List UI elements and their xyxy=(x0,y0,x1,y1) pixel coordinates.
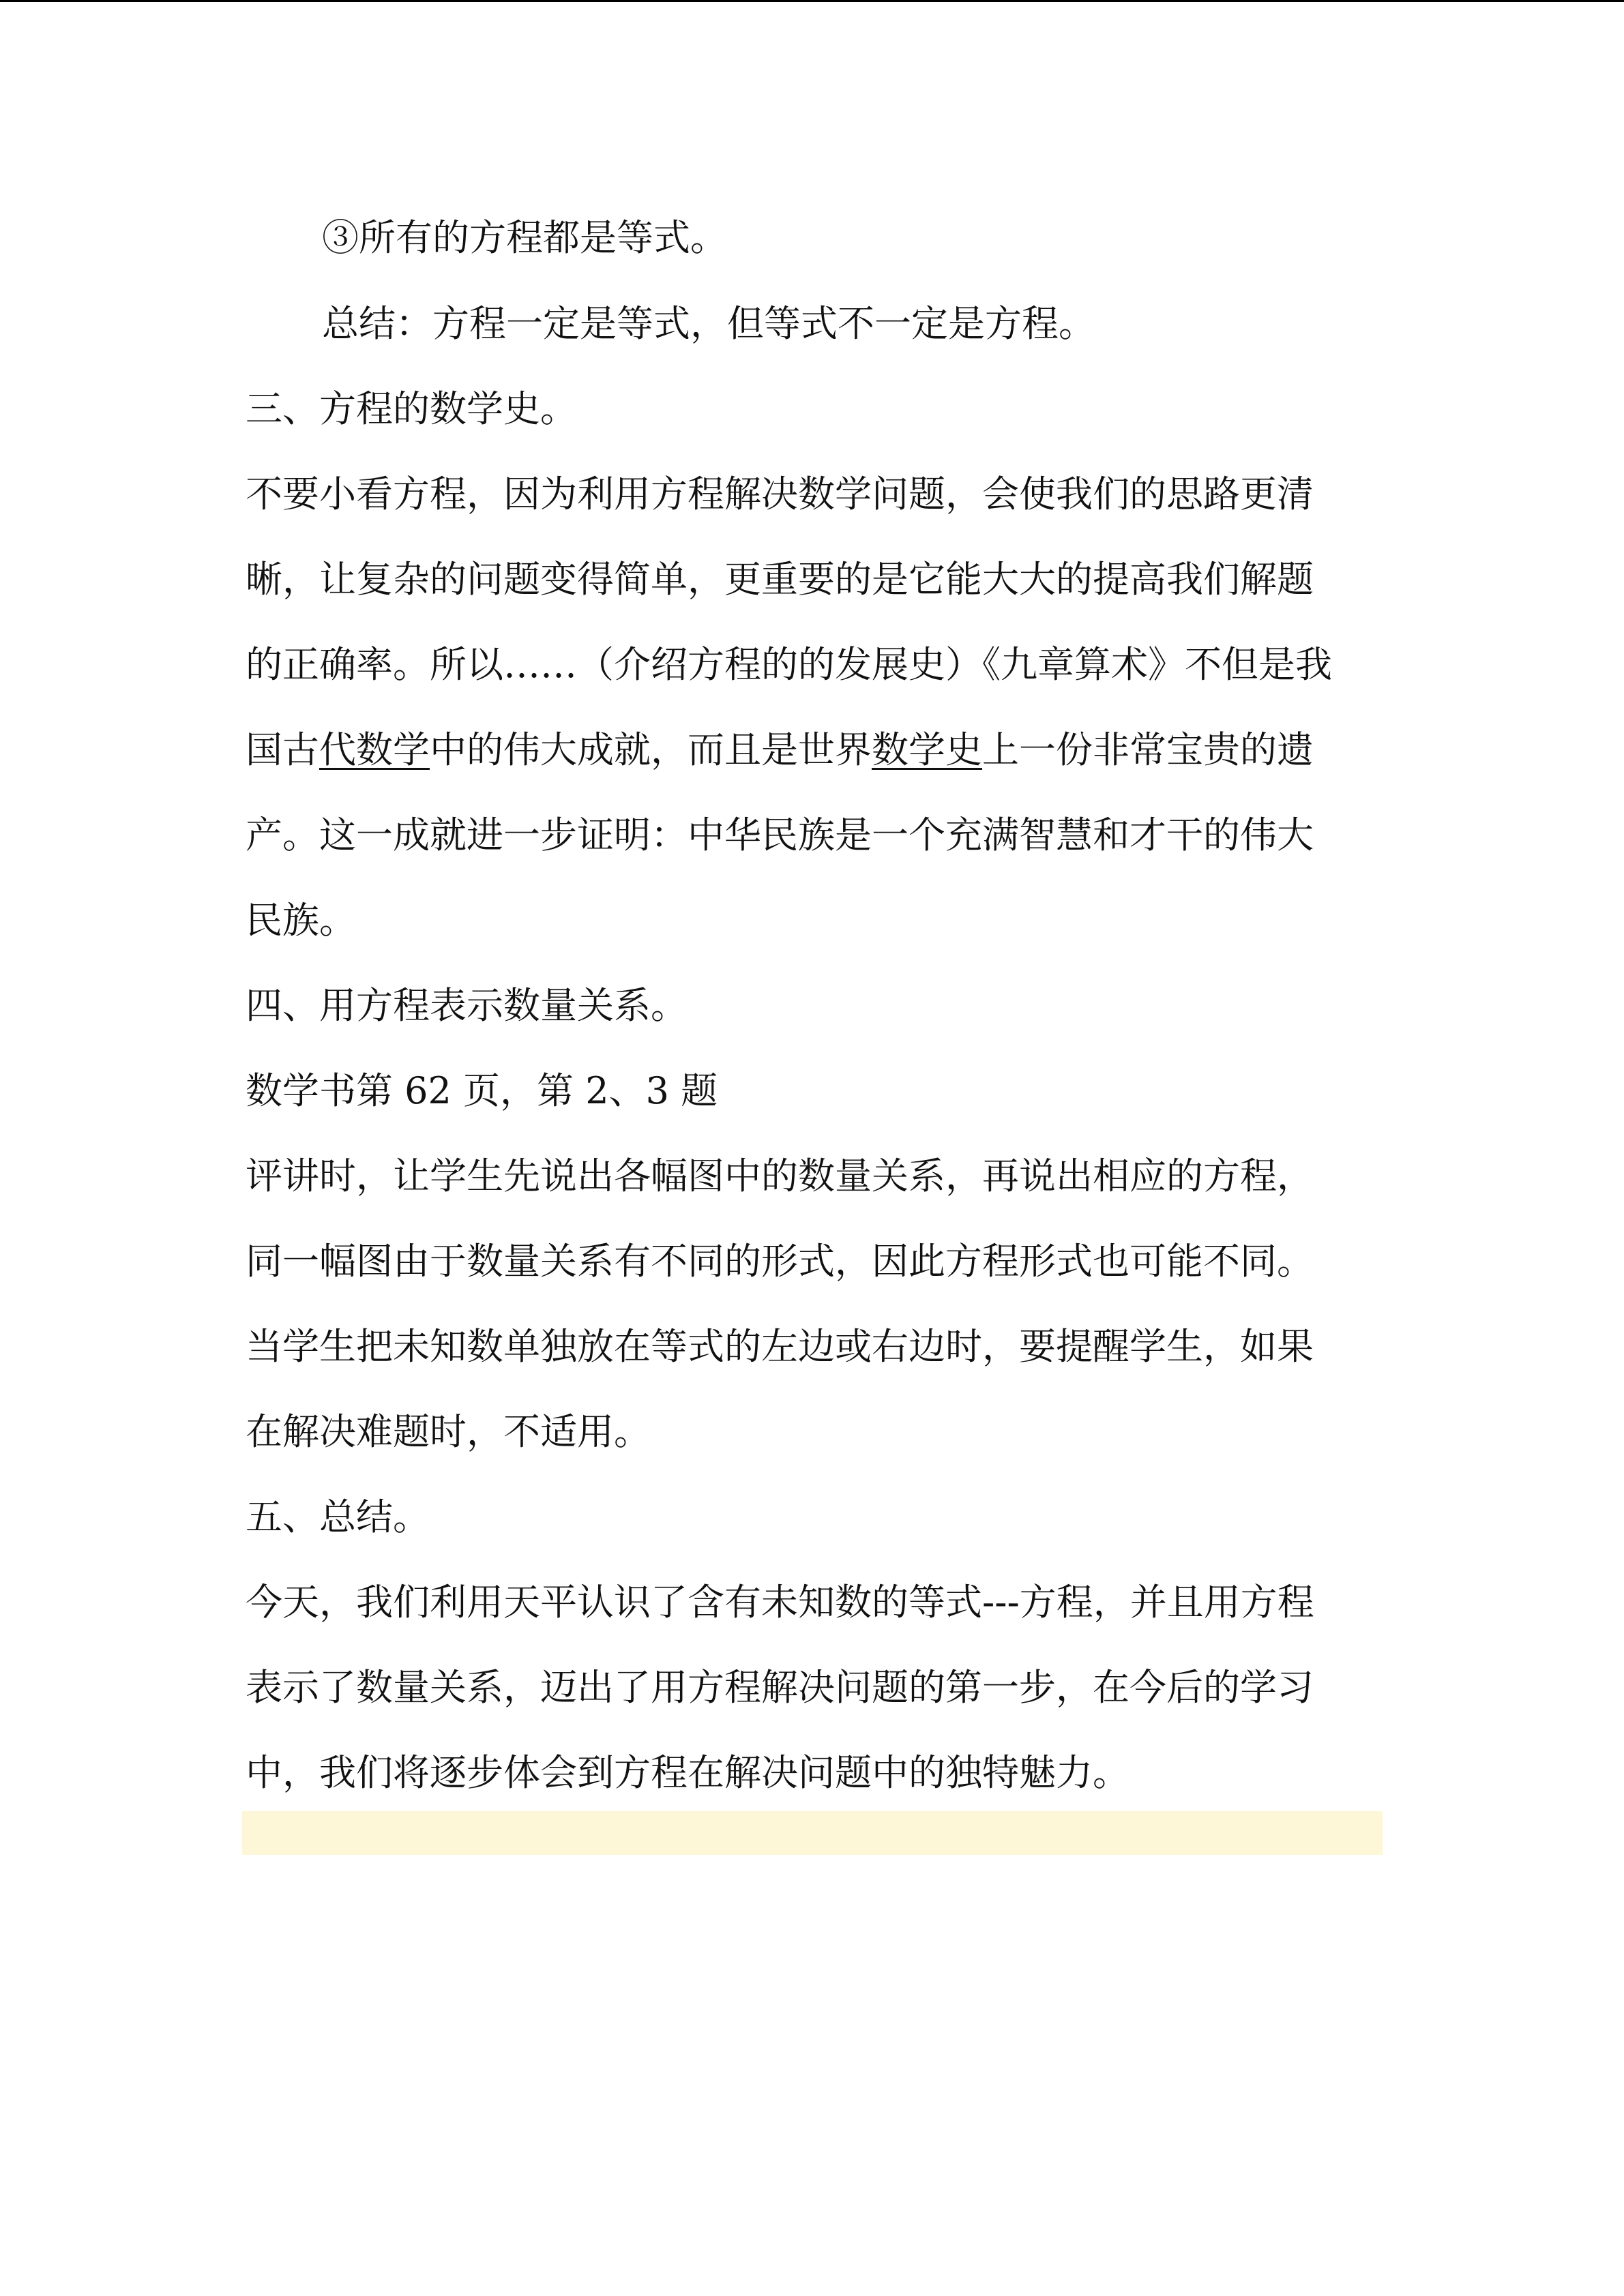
review-paragraph-line-3: 当学生把未知数单独放在等式的左边或右边时，要提醒学生，如果 xyxy=(246,1325,1314,1368)
review-paragraph-line-4: 在解决难题时，不适用。 xyxy=(246,1410,651,1453)
ancient-math-link[interactable]: 代数学 xyxy=(319,728,430,771)
conclusion-paragraph-line-1: 今天，我们利用天平认识了含有未知数的等式---方程，并且用方程 xyxy=(246,1581,1314,1624)
point-three-text: ③所有的方程都是等式。 xyxy=(322,216,727,259)
summary-definition-text: 总结：方程一定是等式，但等式不一定是方程。 xyxy=(322,302,1095,345)
math-history-link[interactable]: 数学史 xyxy=(872,728,982,771)
history-paragraph-line-6: 民族。 xyxy=(246,899,356,942)
section-three-heading: 三、方程的数学史。 xyxy=(246,387,577,430)
text-segment: 上一份非常宝贵的遗 xyxy=(982,728,1314,771)
history-paragraph-line-1: 不要小看方程，因为利用方程解决数学问题，会使我们的思路更清 xyxy=(246,473,1314,516)
history-paragraph-line-2: 晰，让复杂的问题变得简单，更重要的是它能大大的提高我们解题 xyxy=(246,558,1314,601)
history-paragraph-line-5: 产。这一成就进一步证明：中华民族是一个充满智慧和才干的伟大 xyxy=(246,814,1314,856)
highlight-band xyxy=(242,1811,1383,1855)
text-segment: 国古 xyxy=(246,728,319,771)
history-paragraph-line-3: 的正确率。所以……（介绍方程的的发展史）《九章算术》不但是我 xyxy=(246,643,1332,686)
section-four-heading: 四、用方程表示数量关系。 xyxy=(246,984,688,1027)
review-paragraph-line-2: 同一幅图由于数量关系有不同的形式，因此方程形式也可能不同。 xyxy=(246,1240,1314,1283)
conclusion-paragraph-line-3: 中，我们将逐步体会到方程在解决问题中的独特魅力。 xyxy=(246,1751,1130,1794)
textbook-reference: 数学书第 62 页，第 2、3 题 xyxy=(246,1069,718,1112)
history-paragraph-line-4 xyxy=(246,726,1314,774)
section-five-heading: 五、总结。 xyxy=(246,1495,430,1538)
conclusion-paragraph-line-2: 表示了数量关系，迈出了用方程解决问题的第一步，在今后的学习 xyxy=(246,1666,1314,1709)
text-segment: 中的伟大成就，而且是世界 xyxy=(430,728,872,771)
review-paragraph-line-1: 评讲时，让学生先说出各幅图中的数量关系，再说出相应的方程， xyxy=(246,1154,1314,1197)
